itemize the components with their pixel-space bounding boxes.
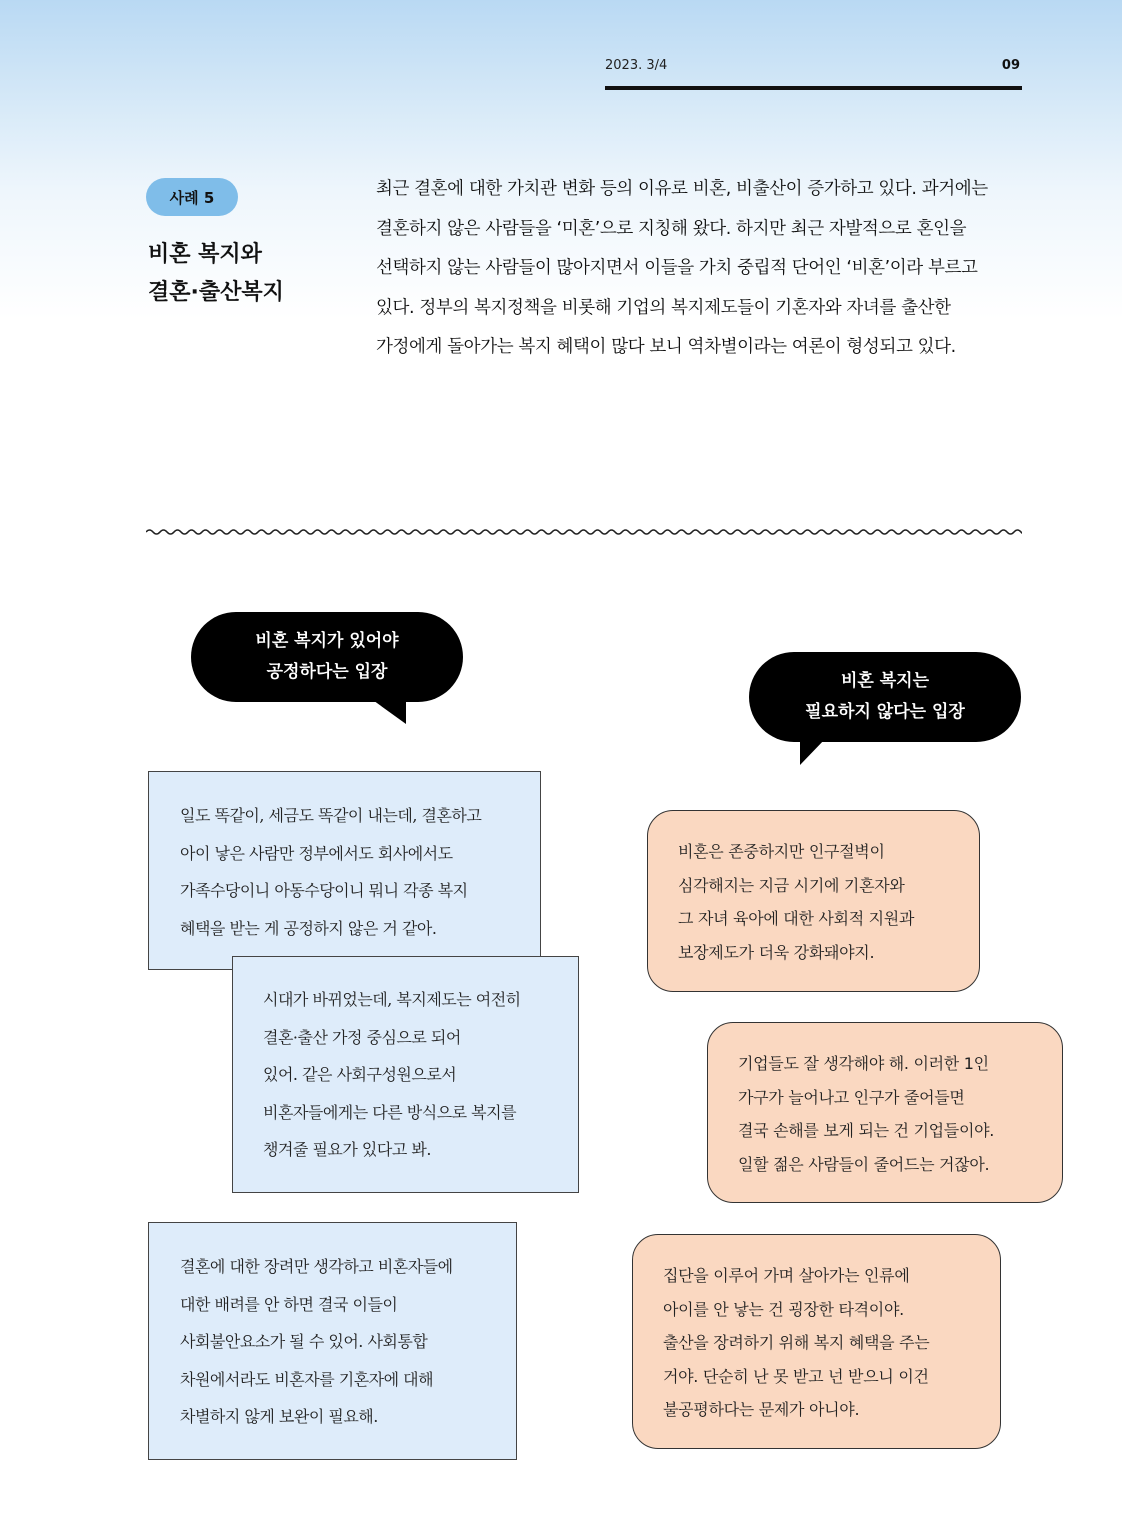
pro-bubble-line-1: 비혼 복지가 있어야 bbox=[255, 631, 399, 651]
card-line: 일도 똑같이, 세금도 똑같이 내는데, 결혼하고 bbox=[180, 806, 482, 825]
card-line: 혜택을 받는 게 공정하지 않은 거 같아. bbox=[180, 918, 437, 938]
intro-line: 가정에게 돌아가는 복지 혜택이 많다 보니 역차별이라는 여론이 형성되고 있다. bbox=[376, 337, 956, 357]
card-line: 있어. 같은 사회구성원으로서 bbox=[263, 1065, 457, 1084]
con-opinion-card-3 bbox=[632, 1234, 1001, 1449]
card-line: 차별하지 않게 보완이 필요해. bbox=[180, 1407, 378, 1426]
case-title-line-1: 비혼 복지와 bbox=[148, 242, 262, 267]
pro-bubble-tail bbox=[370, 698, 410, 726]
pro-opinion-card-1 bbox=[148, 771, 541, 970]
intro-line: 있다. 정부의 복지정책을 비롯해 기업의 복지제도들이 기혼자와 자녀를 출산한 bbox=[376, 297, 951, 318]
pro-bubble-line-2: 공정하다는 입장 bbox=[266, 662, 388, 682]
pro-opinion-card-3 bbox=[148, 1222, 517, 1460]
case-badge: 사례 5 bbox=[146, 178, 238, 216]
card-line: 대한 배려를 안 하면 결국 이들이 bbox=[180, 1294, 398, 1314]
card-line: 불공평하다는 문제가 아니야. bbox=[663, 1400, 860, 1419]
card-line: 아이 낳은 사람만 정부에서도 회사에서도 bbox=[180, 843, 453, 863]
card-line: 출산을 장려하기 위해 복지 혜택을 주는 bbox=[663, 1333, 930, 1352]
intro-line: 최근 결혼에 대한 가치관 변화 등의 이유로 비혼, 비출산이 증가하고 있다. 과거에는 bbox=[376, 179, 988, 199]
page-number: 09 bbox=[1001, 58, 1020, 73]
pro-bubble bbox=[191, 612, 463, 702]
intro-line: 선택하지 않는 사람들이 많아지면서 이들을 가치 중립적 단어인 ‘비혼’이라 부르고 bbox=[376, 258, 978, 278]
card-line: 차원에서라도 비혼자를 기혼자에 대해 bbox=[180, 1369, 434, 1389]
card-line: 심각해지는 지금 시기에 기혼자와 bbox=[678, 875, 905, 895]
con-opinion-card-2 bbox=[707, 1022, 1063, 1203]
pro-opinion-card-2 bbox=[232, 956, 579, 1193]
issue-date: 2023. 3/4 bbox=[605, 58, 668, 73]
card-line: 가구가 늘어나고 인구가 줄어들면 bbox=[738, 1087, 965, 1107]
con-bubble bbox=[749, 652, 1021, 742]
con-opinion-card-1 bbox=[647, 810, 980, 992]
header-rule bbox=[605, 86, 1022, 90]
card-line: 비혼은 존중하지만 인구절벽이 bbox=[678, 842, 885, 861]
card-line: 기업들도 잘 생각해야 해. 이러한 1인 bbox=[738, 1054, 989, 1073]
con-bubble-line-1: 비혼 복지는 bbox=[840, 671, 930, 691]
card-line: 시대가 바뀌었는데, 복지제도는 여전히 bbox=[263, 990, 521, 1009]
card-line: 비혼자들에게는 다른 방식으로 복지를 bbox=[263, 1102, 517, 1122]
card-line: 집단을 이루어 가며 살아가는 인류에 bbox=[663, 1266, 910, 1285]
wavy-divider bbox=[146, 522, 1022, 542]
card-line: 보장제도가 더욱 강화돼야지. bbox=[678, 942, 875, 962]
card-line: 거야. 단순히 난 못 받고 넌 받으니 이건 bbox=[663, 1366, 929, 1386]
con-bubble-line-2: 필요하지 않다는 입장 bbox=[805, 702, 965, 722]
card-line: 결혼에 대한 장려만 생각하고 비혼자들에 bbox=[180, 1257, 453, 1276]
card-line: 그 자녀 육아에 대한 사회적 지원과 bbox=[678, 909, 915, 928]
card-line: 가족수당이니 아동수당이니 뭐니 각종 복지 bbox=[180, 881, 468, 900]
case-title bbox=[148, 236, 284, 312]
card-line: 사회불안요소가 될 수 있어. 사회통합 bbox=[180, 1332, 428, 1351]
case-title-line-2: 결혼·출산복지 bbox=[148, 280, 284, 305]
card-line: 일할 젊은 사람들이 줄어드는 거잖아. bbox=[738, 1154, 990, 1174]
intro-line: 결혼하지 않은 사람들을 ‘미혼’으로 지칭해 왔다. 하지만 최근 자발적으로 혼인을 bbox=[376, 218, 967, 239]
card-line: 결국 손해를 보게 되는 건 기업들이야. bbox=[738, 1121, 995, 1140]
con-bubble-tail bbox=[800, 738, 830, 768]
card-line: 챙겨줄 필요가 있다고 봐. bbox=[263, 1140, 431, 1159]
card-line: 아이를 안 낳는 건 굉장한 타격이야. bbox=[663, 1299, 904, 1319]
card-line: 결혼·출산 가정 중심으로 되어 bbox=[263, 1027, 461, 1047]
intro-paragraph bbox=[376, 170, 1036, 368]
